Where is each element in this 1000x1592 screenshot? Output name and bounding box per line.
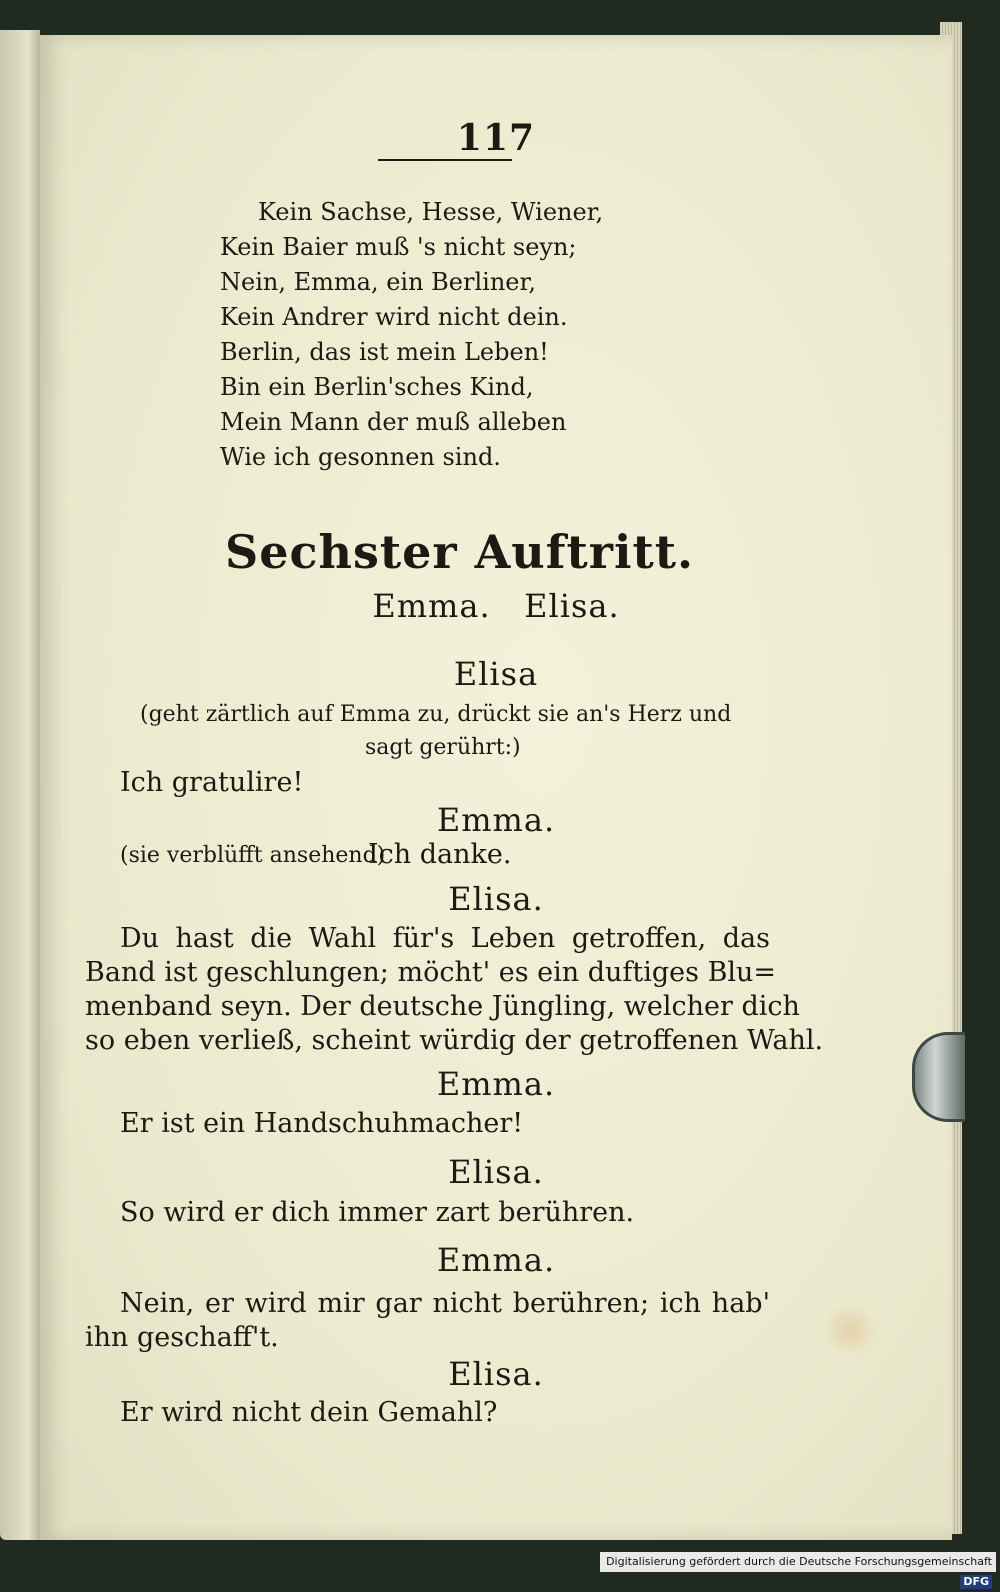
stage-direction: (sie verblüfft ansehend) <box>120 843 386 868</box>
speaker-name: Emma. <box>436 1065 556 1103</box>
verse-line: Mein Mann der muß alleben <box>220 408 567 436</box>
page-number-rule <box>378 159 512 161</box>
scene-heading: Sechster Auftritt. <box>225 525 694 579</box>
speech-line: ihn geschaff't. <box>85 1322 279 1353</box>
speaker-name: Emma. <box>436 1241 556 1279</box>
speaker-name: Emma. <box>436 801 556 839</box>
speech-line: Er ist ein Handschuhmacher! <box>120 1108 524 1139</box>
verse-line: Kein Sachse, Hesse, Wiener, <box>258 198 604 226</box>
verse-line: Nein, Emma, ein Berliner, <box>220 268 536 296</box>
page-number: 117 <box>456 117 536 159</box>
song-verse <box>220 195 720 475</box>
stage-direction: (geht zärtlich auf Emma zu, drückt sie an's Herz und <box>140 702 732 727</box>
dfg-logo: DFG <box>960 1575 992 1589</box>
speech-line: Er wird nicht dein Gemahl? <box>120 1397 498 1428</box>
speech-line: So wird er dich immer zart berühren. <box>120 1197 635 1228</box>
speech-line: Band ist geschlungen; möcht' es ein duftiges Blu= <box>85 957 777 988</box>
adjacent-page-edge <box>0 30 40 1540</box>
verse-line: Berlin, das ist mein Leben! <box>220 338 549 366</box>
credit-text: Digitalisierung gefördert durch die Deutsche Forschungsgemeinschaft - <box>606 1555 992 1588</box>
speaker-name: Elisa <box>453 655 539 693</box>
speech-line: Nein, er wird mir gar nicht berühren; ich hab' <box>120 1288 770 1319</box>
scene-characters: Emma. Elisa. <box>372 587 620 625</box>
speech-line: so eben verließ, scheint würdig der getroffenen Wahl. <box>85 1025 824 1056</box>
speech-line: menband seyn. Der deutsche Jüngling, welcher dich <box>85 991 800 1022</box>
verse-line: Kein Andrer wird nicht dein. <box>220 303 568 331</box>
verse-line: Bin ein Berlin'sches Kind, <box>220 373 534 401</box>
digitization-credit <box>600 1552 996 1588</box>
verse-line: Wie ich gesonnen sind. <box>220 443 501 471</box>
stage-direction: sagt gerührt:) <box>365 735 521 760</box>
speaker-name: Elisa. <box>448 1355 544 1393</box>
speaker-name: Elisa. <box>448 1153 544 1191</box>
verse-line: Kein Baier muß 's nicht seyn; <box>220 233 577 261</box>
speech-line: Du hast die Wahl für's Leben getroffen, das <box>120 923 770 954</box>
speech-line: Ich danke. <box>368 839 512 870</box>
page-content <box>40 35 952 1540</box>
speaker-name: Elisa. <box>448 880 544 918</box>
speech-line: Ich gratulire! <box>120 767 304 798</box>
